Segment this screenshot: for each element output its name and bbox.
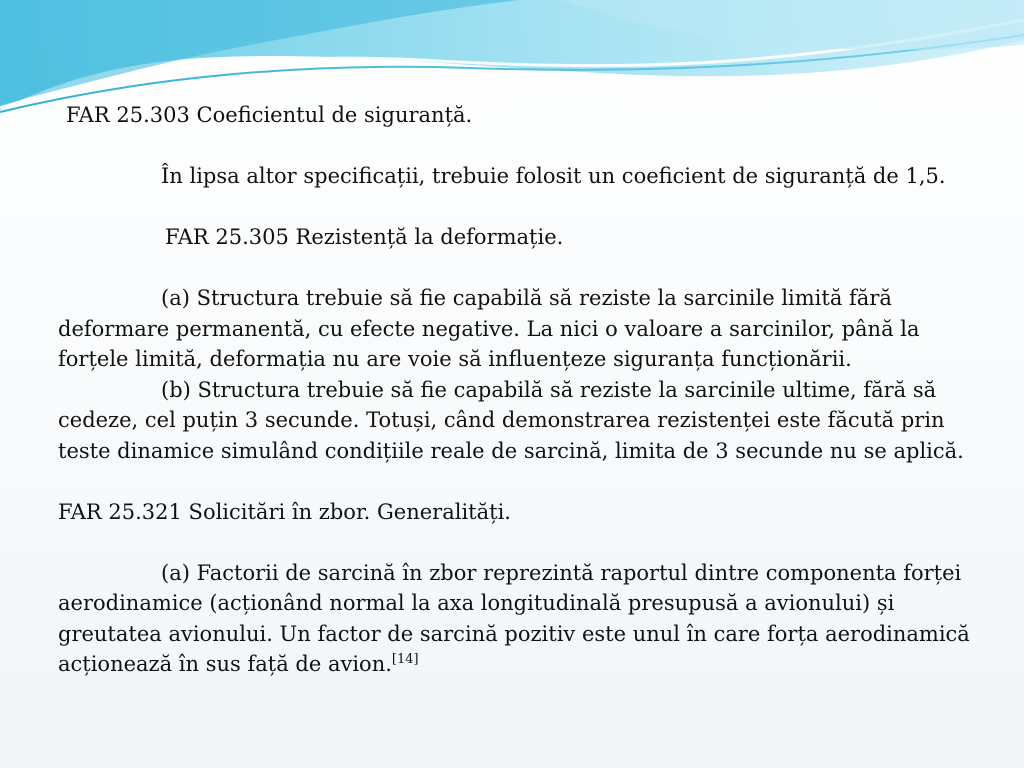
section-heading-far-25-321: FAR 25.321 Solicitări în zbor. Generalități. <box>58 499 511 524</box>
section-heading-far-25-305: FAR 25.305 Rezistență la deformație. <box>165 225 564 249</box>
paragraph-321-a-text: aerodinamice (acționând normal la axa longitudinală presupusă a avionului) și greutatea avionului. Un factor de sarcină pozitiv este unul în care forța aerodinamică acționează în sus față de avion. <box>58 591 970 676</box>
slide-body <box>58 100 988 680</box>
paragraph-321-a-continued <box>58 588 988 680</box>
reference-superscript: [14] <box>391 652 419 667</box>
paragraph-far-25-303: În lipsa altor specificații, trebuie folosit un coeficient de siguranță de 1,5. <box>161 164 946 188</box>
section-heading-far-25-303: FAR 25.303 Coeficientul de siguranță. <box>66 103 473 127</box>
paragraph-321-a-first-line: (a) Factorii de sarcină în zbor reprezintă raportul dintre componenta forței <box>161 560 962 585</box>
paragraph-305-b-first-line: (b) Structura trebuie să fie capabilă să reziste la sarcinile ultime, fără să <box>161 377 937 402</box>
paragraph-305-a-first-line: (a) Structura trebuie să fie capabilă să reziste la sarcinile limită fără <box>161 286 892 310</box>
paragraph-305-a-continued: deformare permanentă, cu efecte negative. La nici o valoare a sarcinilor, până la forțele limită, deformația nu are voie să influențeze siguranța funcționării. <box>58 316 920 371</box>
paragraph-305-b-continued: cedeze, cel puțin 3 secunde. Totuși, când demonstrarea rezistenței este făcută prin teste dinamice simulând condițiile reale de sarcină, limita de 3 secunde nu se aplică. <box>58 408 964 463</box>
